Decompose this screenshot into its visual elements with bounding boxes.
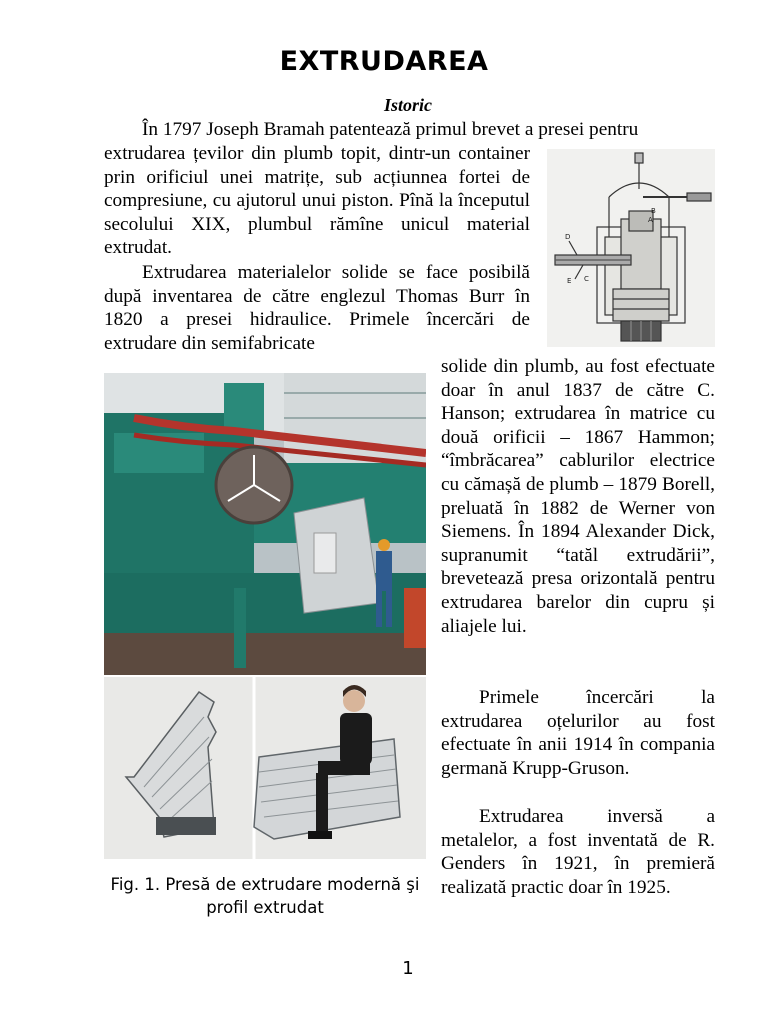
paragraph-4: Extrudarea inversă a metalelor, a fost inventată de R. Genders în 1921, în premieră realizată practic doar în 1925. xyxy=(441,806,715,898)
section-heading: Istoric xyxy=(383,95,432,115)
figure-caption: Fig. 1. Presă de extrudare modernă şi profil extrudat xyxy=(110,875,420,917)
diagram-letter-c: C xyxy=(584,275,589,283)
paragraph-1: extrudarea țevilor din plumb topit, dintr-un container prin orificiul unei matrițe, sub acțiunnea fortei de compresiune, cu ajutorul unui piston. Pînă la începutul secolului XIX, plumbul rămîne unicul material extrudat. xyxy=(104,143,530,259)
modern-extrusion-press-photo xyxy=(104,373,426,675)
page-title: EXTRUDAREA xyxy=(279,46,489,77)
press-photo-illustration xyxy=(104,373,426,675)
extruded-profile-photo xyxy=(104,677,426,859)
diagram-letter-b: B xyxy=(651,207,656,215)
paragraph-3: Primele încercări la extrudarea oțelurilor au fost efectuate în anii 1914 în compania germană Krupp-Gruson. xyxy=(441,687,715,779)
page-number: 1 xyxy=(402,958,414,979)
press-diagram-drawing xyxy=(547,149,715,347)
diagram-letter-e: E xyxy=(567,277,572,285)
bramah-press-diagram xyxy=(547,149,715,347)
profile-photo-illustration xyxy=(104,677,426,859)
diagram-letter-a: A xyxy=(648,216,653,224)
diagram-letter-d: D xyxy=(565,233,571,241)
paragraph-2-continued: solide din plumb, au fost efectuate doar în anul 1837 de către C. Hanson; extrudarea în matrice cu două orificii – 1867 Hammon; “îmbrăcarea” cablurilor electrice cu cămașă de plumb – 1879 Borell, preluată în 1882 de Werner von Siemens. În 1894 Alexander Dick, supranumit “tatăl extrudării”, brevetează presa orizontală pentru extrudarea barelor din cupru și aliajele lui. xyxy=(441,356,715,637)
paragraph-1-line-1: În 1797 Joseph Bramah patentează primul brevet a presei pentru xyxy=(142,119,639,140)
paragraph-2: Extrudarea materialelor solide se face posibilă după inventarea de către englezul Thomas Burr în 1820 a presei hidraulice. Primele încercări de extrudare din semifabricate xyxy=(104,262,530,354)
